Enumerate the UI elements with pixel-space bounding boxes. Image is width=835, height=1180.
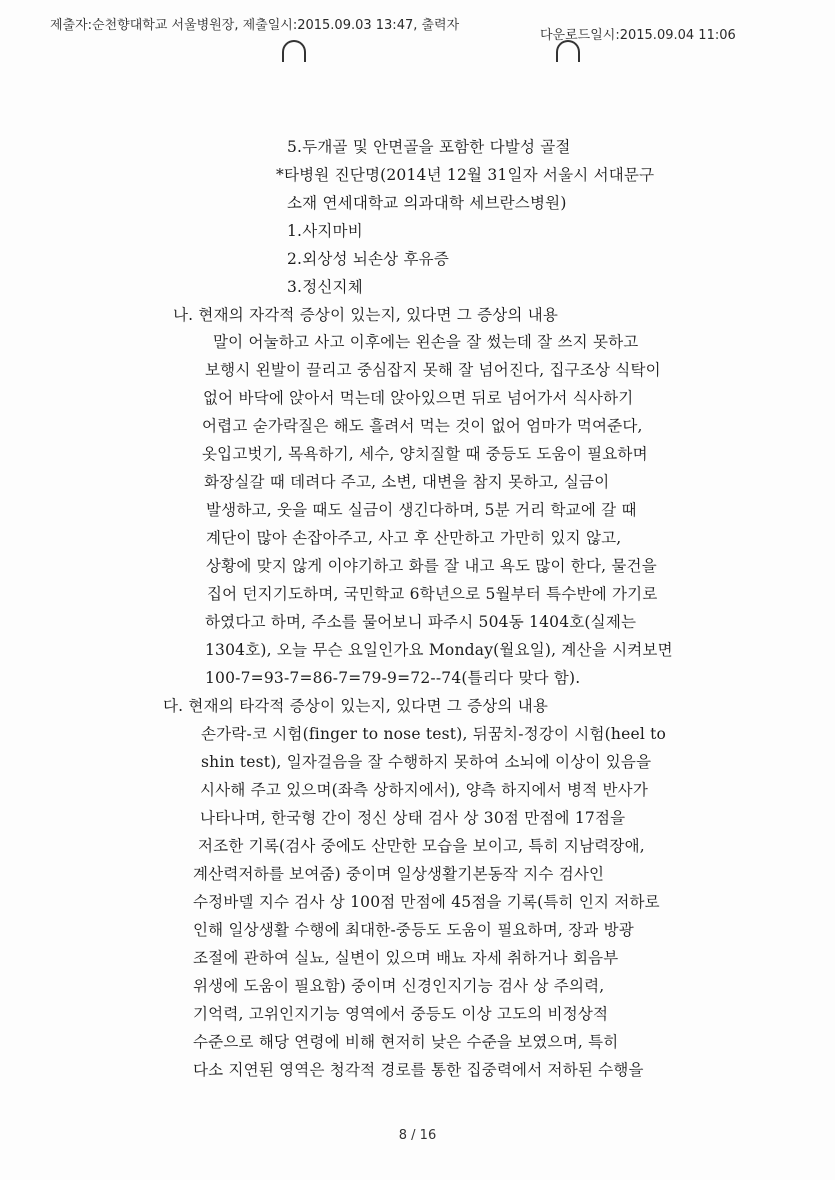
text-line: 어렵고 숟가락질은 해도 흘려서 먹는 것이 없어 엄마가 먹여준다, xyxy=(202,417,643,435)
text-line: 저조한 기록(검사 중에도 산만한 모습을 보이고, 특히 지남력장애, xyxy=(198,837,645,855)
text-line: 기억력, 고위인지기능 영역에서 중등도 이상 고도의 비정상적 xyxy=(193,1005,609,1023)
text-line: 소재 연세대학교 의과대학 세브란스병원) xyxy=(287,194,567,212)
section-heading: 나. 현재의 자각적 증상이 있는지, 있다면 그 증상의 내용 xyxy=(173,306,559,324)
text-line: 100-7=93-7=86-7=79-9=72--74(틀리다 맞다 함). xyxy=(205,669,581,687)
download-time: 다운로드일시:2015.09.04 11:06 xyxy=(540,28,736,43)
text-line: 나타나며, 한국형 간이 정신 상태 검사 상 30점 만점에 17점을 xyxy=(200,809,626,827)
text-line: 말이 어눌하고 사고 이후에는 왼손을 잘 썼는데 잘 쓰지 못하고 xyxy=(213,333,639,351)
text-line: 3.정신지체 xyxy=(287,278,363,296)
submission-info: 제출자:순천향대학교 서울병원장, 제출일시:2015.09.03 13:47, 출력자 xyxy=(50,18,460,33)
text-line: 화장실갈 때 데려다 주고, 소변, 대변을 참지 못하고, 실금이 xyxy=(204,473,610,491)
text-line: 수정바델 지수 검사 상 100점 만점에 45점을 기록(특히 인지 저하로 xyxy=(193,893,660,911)
text-line: 보행시 왼발이 끌리고 중심잡지 못해 잘 넘어진다, 집구조상 식탁이 xyxy=(205,361,661,379)
page-number: 8 / 16 xyxy=(398,1128,437,1143)
text-line: 발생하고, 웃을 때도 실금이 생긴다하며, 5분 거리 학교에 갈 때 xyxy=(206,501,637,519)
section-heading: 다. 현재의 타각적 증상이 있는지, 있다면 그 증상의 내용 xyxy=(163,697,549,715)
text-line: 위생에 도움이 필요함) 중이며 신경인지기능 검사 상 주의력, xyxy=(193,977,605,995)
text-line: 집어 던지기도하며, 국민학교 6학년으로 5월부터 특수반에 가기로 xyxy=(207,585,658,603)
text-line: 1304호), 오늘 무슨 요일인가요 Monday(월요일), 계산을 시켜보면 xyxy=(205,641,673,659)
text-line: 없어 바닥에 앉아서 먹는데 앉아있으면 뒤로 넘어가서 식사하기 xyxy=(203,389,634,407)
text-line: *타병원 진단명(2014년 12월 31일자 서울시 서대문구 xyxy=(276,166,655,184)
text-line: 수준으로 해당 연령에 비해 현저히 낮은 수준을 보였으며, 특히 xyxy=(193,1033,619,1051)
text-line: 조절에 관하여 실뇨, 실변이 있으며 배뇨 자세 취하거나 회음부 xyxy=(193,949,619,967)
text-line: 시사해 주고 있으며(좌측 상하지에서), 양측 하지에서 병적 반사가 xyxy=(200,781,649,799)
text-line: 하였다고 하며, 주소를 물어보니 파주시 504동 1404호(실제는 xyxy=(205,613,637,631)
text-line: 인해 일상생활 수행에 최대한-중등도 도움이 필요하며, 장과 방광 xyxy=(193,921,634,939)
text-line: 상황에 맞지 않게 이야기하고 화를 잘 내고 욕도 많이 한다, 물건을 xyxy=(206,557,657,575)
text-line: 1.사지마비 xyxy=(287,222,363,240)
text-line: 계단이 많아 손잡아주고, 사고 후 산만하고 가만히 있지 않고, xyxy=(206,529,622,547)
text-line: 다소 지연된 영역은 청각적 경로를 통한 집중력에서 저하된 수행을 xyxy=(193,1061,644,1079)
text-line: 손가락-코 시험(finger to nose test), 뒤꿈치-정강이 시험(heel to xyxy=(201,725,667,743)
text-line: 계산력저하를 보여줌) 중이며 일상생활기본동작 지수 검사인 xyxy=(193,865,605,883)
text-line: 옷입고벗기, 목욕하기, 세수, 양치질할 때 중등도 도움이 필요하며 xyxy=(202,445,648,463)
text-line: 2.외상성 뇌손상 후유증 xyxy=(287,250,450,268)
text-line: 5.두개골 및 안면골을 포함한 다발성 골절 xyxy=(287,138,571,156)
text-line: shin test), 일자걸음을 잘 수행하지 못하여 소뇌에 이상이 있음을 xyxy=(201,753,652,771)
